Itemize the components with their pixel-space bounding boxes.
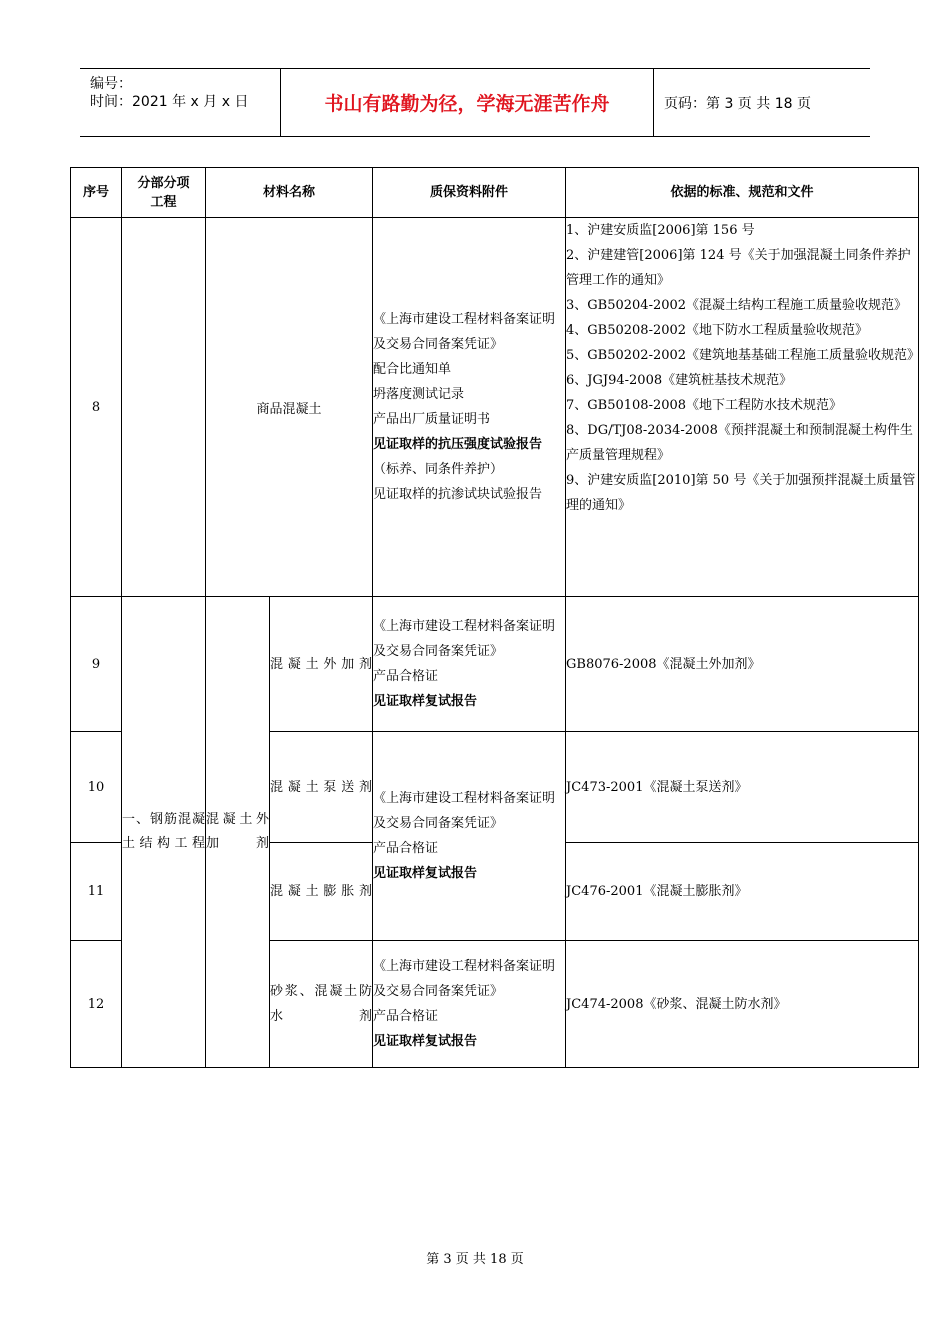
page-footer: 第 3 页 共 18 页 [426, 1252, 524, 1267]
col-header-material: 材料名称 [206, 168, 373, 218]
row-no: 12 [71, 941, 122, 1068]
attachments-cell: 《上海市建设工程材料备案证明及交易合同备案凭证》 产品合格证 见证取样复试报告 [373, 941, 566, 1068]
col-header-standards: 依据的标准、规范和文件 [566, 168, 919, 218]
division-cell: 一、钢筋混凝土结构工程 [122, 597, 206, 1068]
material-name: 混凝土膨胀剂 [270, 843, 373, 941]
attachments-cell: 《上海市建设工程材料备案证明及交易合同备案凭证》 配合比通知单 坍落度测试记录 产品出厂质量证明书 见证取样的抗压强度试验报告（标养、同条件养护） 见证取样的抗渗试块试验报告 [373, 218, 566, 597]
table-row [71, 597, 919, 732]
col-header-attachments: 质保资料附件 [373, 168, 566, 218]
standards-cell: 1、沪建安质监[2006]第 156 号 2、沪建建管[2006]第 124 号《关于加强混凝土同条件养护管理工作的通知》 3、GB50204-2002《混凝土结构工程施工质量验收规范》 4、GB50208-2002《地下防水工程质量验收规范》 5、GB50202-2002《建筑地基基础工程施工质量验收规范》 6、JGJ94-2008《建筑桩基技术规范》 7、GB50108-2008《地下工程防水技术规范》 8、DG/TJ08-2034-2008《预拌混凝土和预制混凝土构件生产质量管理规程》 9、沪建安质监[2010]第 50 号《关于加强预拌混凝土质量管理的通知》 [566, 218, 919, 597]
material-name: 混凝土外加剂 [270, 597, 373, 732]
table-header-row [71, 168, 919, 218]
sub-category-cell: 混凝土外加剂 [206, 597, 270, 1068]
row-no: 11 [71, 843, 122, 941]
material-name: 砂浆、混凝土防水剂 [270, 941, 373, 1068]
material-name: 混凝土泵送剂 [270, 732, 373, 843]
doc-time-label: 时间：2021 年 x 月 x 日 [90, 94, 249, 110]
doc-number-label: 编号： [90, 76, 132, 92]
standard-cell: JC476-2001《混凝土膨胀剂》 [566, 843, 919, 941]
standard-cell: JC473-2001《混凝土泵送剂》 [566, 732, 919, 843]
standard-cell: JC474-2008《砂浆、混凝土防水剂》 [566, 941, 919, 1068]
page-header [80, 68, 870, 137]
attachments-cell: 《上海市建设工程材料备案证明及交易合同备案凭证》 产品合格证 见证取样复试报告 [373, 597, 566, 732]
standard-cell: GB8076-2008《混凝土外加剂》 [566, 597, 919, 732]
row-no: 9 [71, 597, 122, 732]
table-row [71, 218, 919, 597]
row-no: 8 [71, 218, 122, 597]
material-name: 商品混凝土 [206, 218, 373, 597]
division-cell-empty [122, 218, 206, 597]
row-no: 10 [71, 732, 122, 843]
col-header-no: 序号 [71, 168, 122, 218]
attachments-cell: 《上海市建设工程材料备案证明及交易合同备案凭证》 产品合格证 见证取样复试报告 [373, 732, 566, 941]
header-motto: 书山有路勤为径，学海无涯苦作舟 [281, 69, 654, 136]
header-meta [80, 69, 281, 136]
col-header-division: 分部分项工程 [122, 168, 206, 218]
header-page-label: 页码：第 3 页 共 18 页 [664, 95, 811, 112]
materials-table [70, 167, 919, 1068]
